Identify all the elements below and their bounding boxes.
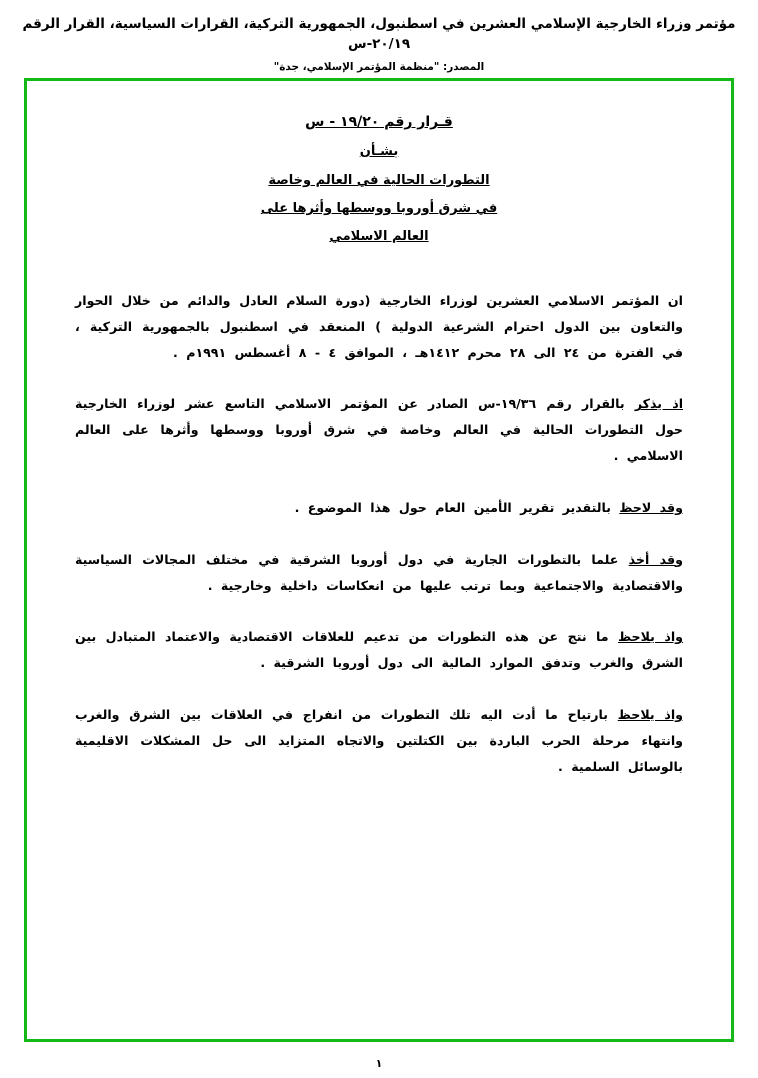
paragraph-lead: واذ يلاحظ [618,629,683,645]
page-header [0,0,758,73]
paragraph-lead: وقد لاحظ [619,499,683,515]
paragraph-lead: اذ يذكر [634,396,684,412]
paragraph-text: ان المؤتمر الاسلامي العشرين لوزراء الخارجية (دورة السلام العادل والدائم من خلال الحوار والتعاون بين الدول احترام الشرعية الدولية ) المنعقد في اسطنبول بالجمهورية التركية ، في الفترة من ٢٤ الى ٢٨ محرم ١٤١٢هـ ، الموافق ٤ - ٨ أغسطس ١٩٩١م . [75,293,683,360]
paragraph-text: بارتياح ما أدت اليه تلك التطورات من انفراج في العلاقات بين الشرق والغرب وانتهاء مرحلة الحرب الباردة بين الكتلتين والاتجاه المتزايد الى حل المشكلات الاقليمية بالوسائل السلمية . [75,706,683,774]
paragraph-lead: واذ يلاحظ [617,706,683,722]
resolution-title-line-1: التطورات الحالية في العالم وخاصة [268,173,490,188]
paragraph [75,495,683,521]
paragraph [75,624,683,676]
paragraph [75,391,683,468]
resolution-title-line-2: في شرق أوروبا ووسطها وأثرها على [260,201,498,216]
paragraph [75,288,683,365]
paragraph [75,702,683,779]
page-number: ١ [375,1057,383,1070]
document-title-block [75,111,683,244]
resolution-title-line-3: العالم الاسلامي [329,229,429,244]
header-title: مؤتمر وزراء الخارجية الإسلامي العشرين في اسطنبول، الجمهورية التركية، القرارات السياسية، القرار الرقم ٢٠/١٩-س [22,16,736,53]
paragraph-text: بالتقدير تقرير الأمين العام حول هذا الموضوع . [294,499,620,515]
resolution-regarding: بشـأن [359,144,399,159]
document-body [27,81,731,1039]
paragraph-text: علما بالتطورات الجارية في دول أوروبا الشرقية في مختلف المجالات السياسية والاقتصادية والاجتماعية وبما ترتب عليها من انعكاسات داخلية وخارجية . [75,551,683,593]
paragraph [75,547,683,599]
resolution-number: قـرار رقم ١٩/٢٠ - س [305,114,453,130]
paragraph-lead: وقد أخذ [628,551,683,567]
paragraph-text: بالقرار رقم ١٩/٣٦-س الصادر عن المؤتمر الاسلامي التاسع عشر لوزراء الخارجية حول التطورات الحالية في العالم وخاصة في شرق أوروبا ووسطها وأثرها على العالم الاسلامي . [75,396,683,464]
document-frame [24,78,734,1042]
header-source: المصدر: "منظمة المؤتمر الإسلامي، جدة" [273,60,485,73]
paragraph-text: ما نتج عن هذه التطورات من تدعيم للعلاقات الاقتصادية والاعتماد المتبادل بين الشرق والغرب وتدفق الموارد المالية الى دول أوروبا الشرقية . [75,629,683,671]
document-paragraphs [75,288,683,779]
